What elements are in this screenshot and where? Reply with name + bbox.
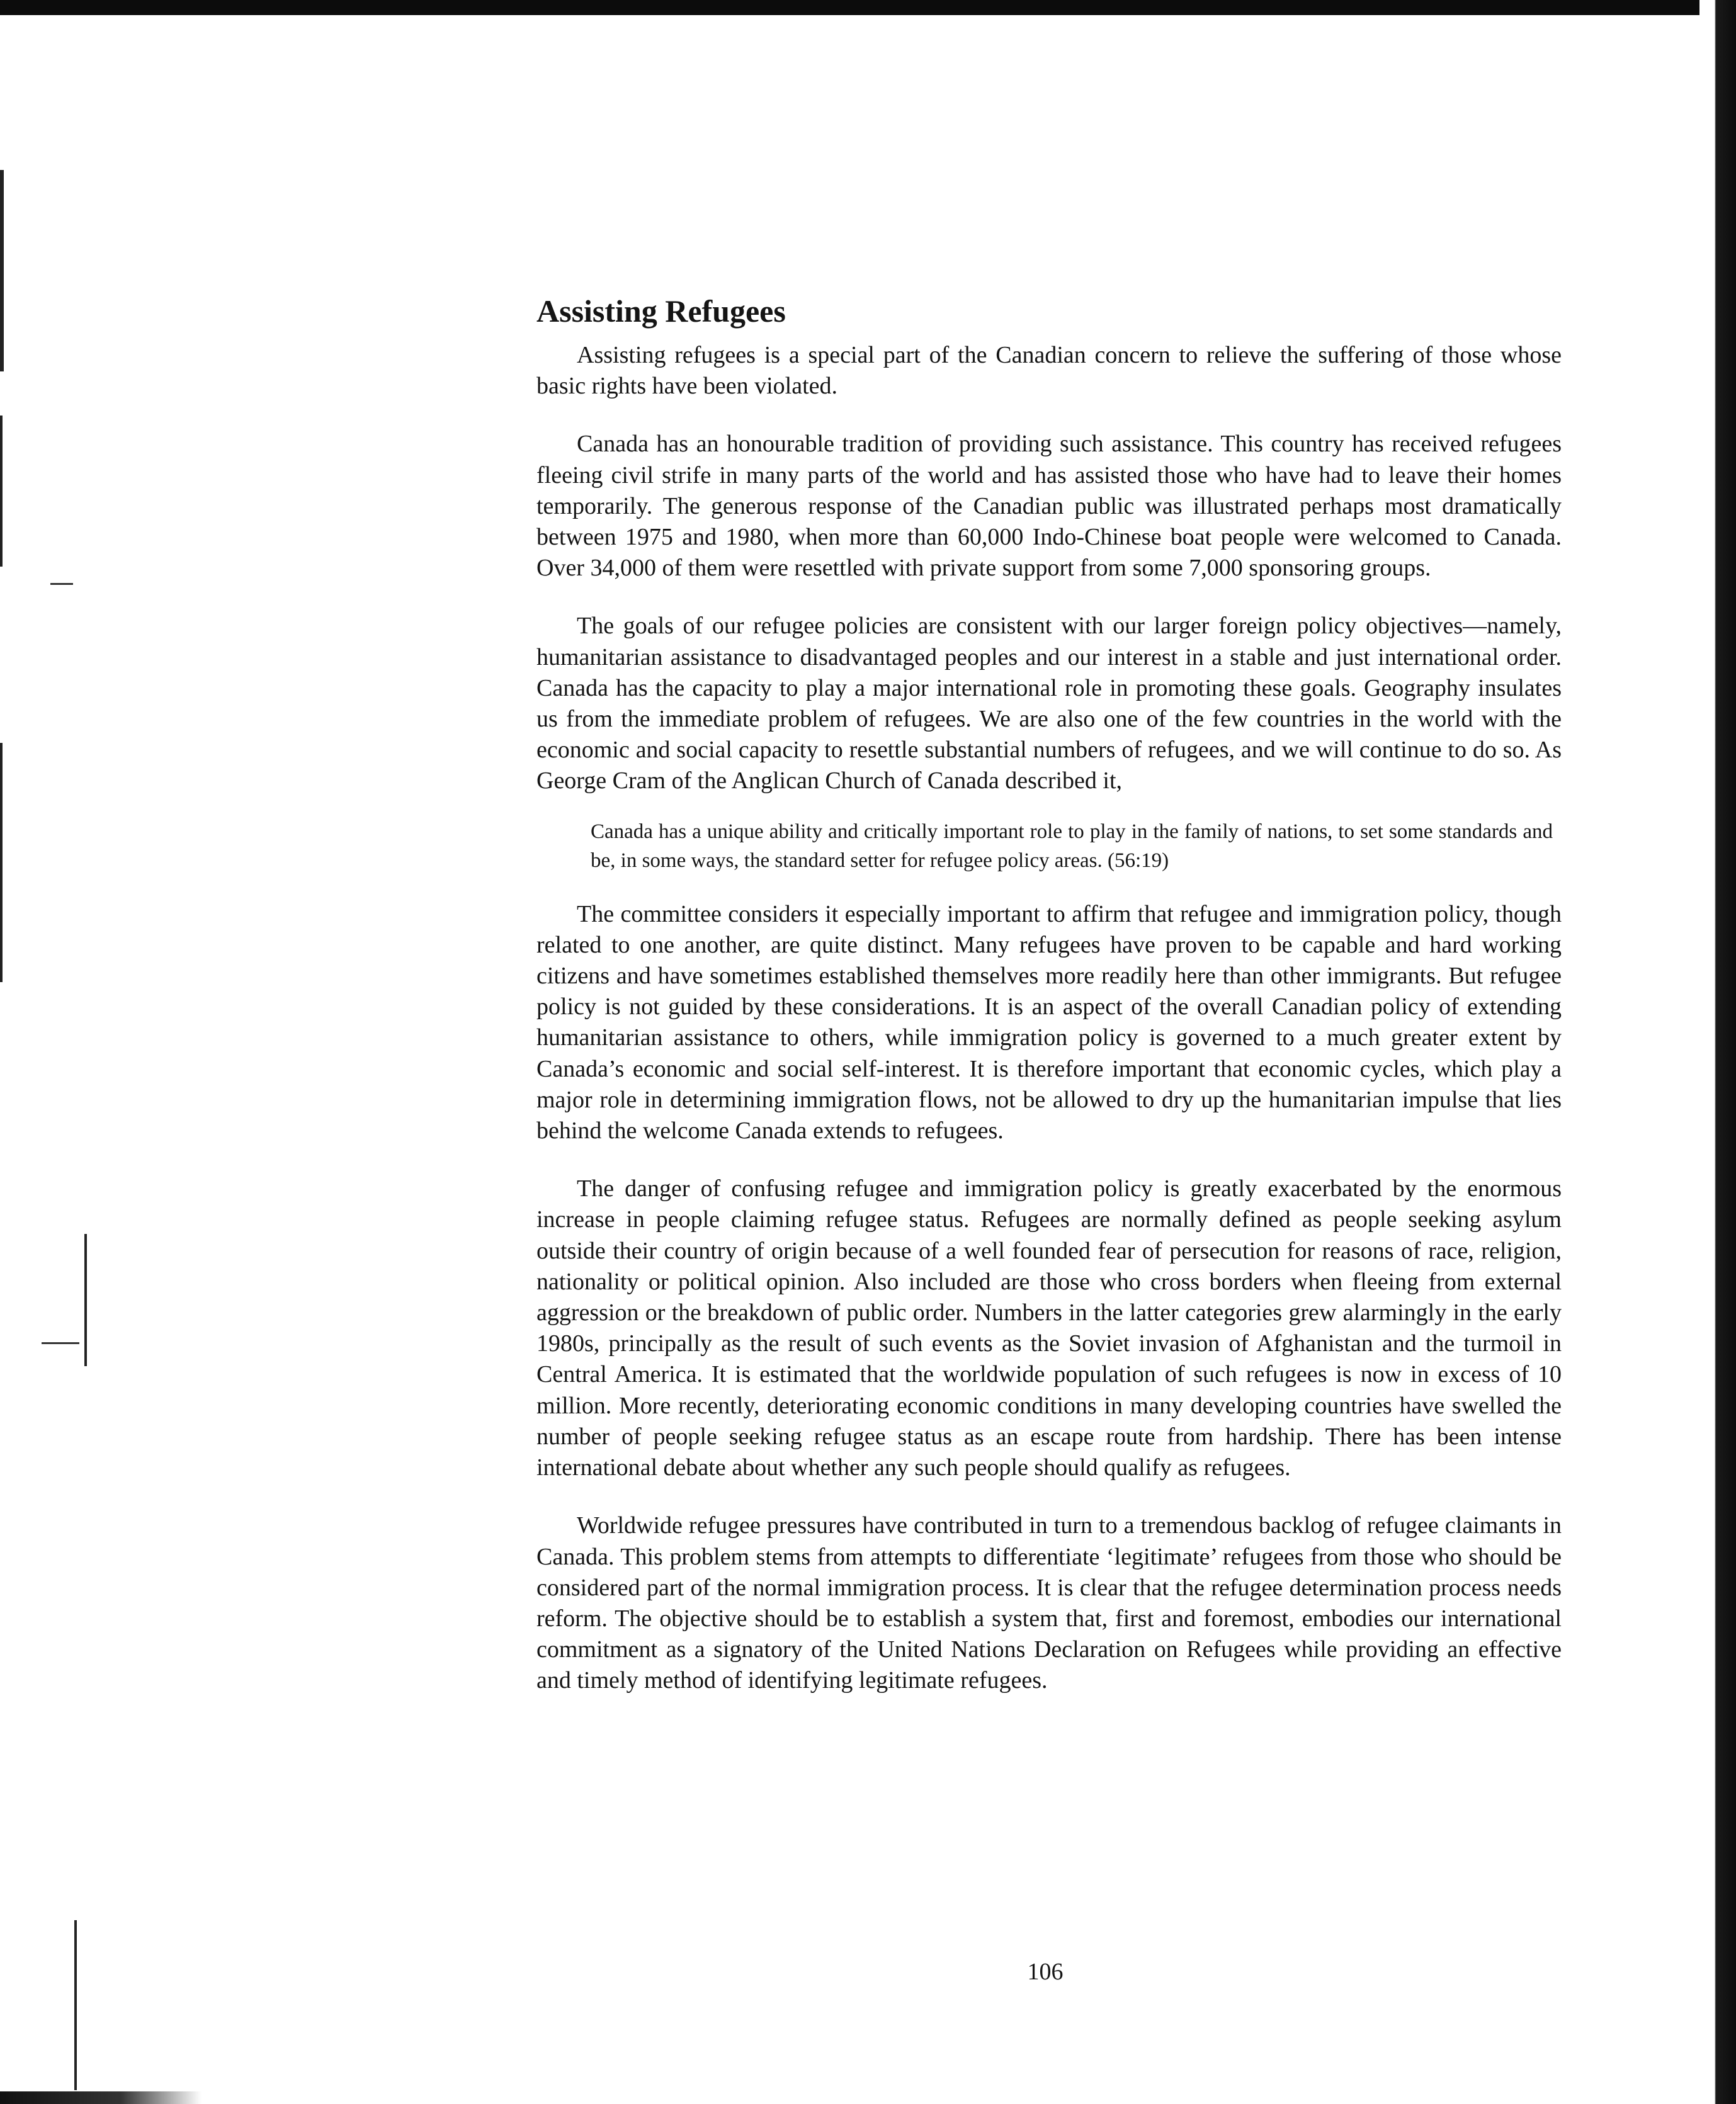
paragraph-distinct-policy: The committee considers it especially important to affirm that refugee and immigration policy, though related to one another, are quite distinct. Many refugees have proven to be capable and hard working citizens and have sometimes established themselves more readily here than other immigrants. But refugee policy is not guided by these considerations. It is an aspect of the overall Canadian policy of extending humanitarian assistance to others, while immigration policy is governed to a much greater extent by Canada’s economic and social self-interest. It is therefore important that economic cycles, which play a major role in determining immigration flows, not be allowed to dry up the humanitarian impulse that lies behind the welcome Canada extends to refugees. [536,900,1562,1145]
section-heading: Assisting Refugees [536,293,786,329]
paragraph-danger: The danger of confusing refugee and immigration policy is greatly exacerbated by the enormous increase in people claiming refugee status. Refugees are normally defined as people seeking asylum outside their country of origin because of a well founded fear of persecution for reasons of race, religion, nationality or political opinion. Also included are those who cross borders when fleeing from external aggression or the breakdown of public order. Numbers in the latter categories grew alarmingly in the early 1980s, principally as the result of such events as the Soviet invasion of Afghanistan and the turmoil in Central America. It is estimated that the worldwide population of such refugees is now in excess of 10 million. More recently, deteriorating economic conditions in many developing countries have swelled the number of people seeking refugee status as an escape route from hardship. There has been intense international debate about whether any such people should qualify as refugees. [536,1175,1562,1481]
scan-edge-bottom [0,2091,201,2104]
block-quote: Canada has a unique ability and critically important role to play in the family of nations, to set some standards and be, in some ways, the standard setter for refugee policy areas. (56:19) [591,820,1553,872]
page-number: 106 [1027,1959,1064,1985]
paragraph-goals: The goals of our refugee policies are consistent with our larger foreign policy objectives—namely, humanitarian assistance to disadvantaged peoples and our interest in a stable and just international order. Canada has the capacity to play a major international role in promoting these goals. Geography insulates us from the immediate problem of refugees. We are also one of the few countries in the world with the economic and social capacity to resettle substantial numbers of refugees, and we will continue to do so. As George Cram of the Anglican Church of Canada described it, [536,613,1562,795]
scan-edge-top [0,0,1736,15]
scan-binding-mark [0,743,3,982]
document-page [536,291,1562,1724]
paragraph-intro: Assisting refugees is a special part of the Canadian concern to relieve the suffering of those whose basic rights have been violated. [536,342,1562,400]
scan-binding-mark [0,170,4,371]
paragraph-backlog: Worldwide refugee pressures have contributed in turn to a tremendous backlog of refugee claimants in Canada. This problem stems from attempts to differentiate ‘legitimate’ refugees from those who should be considered part of the normal immigration process. It is clear that the refugee determination process needs reform. The objective should be to establish a system that, first and foremost, embodies our international commitment as a signatory of the United Nations Declaration on Refugees while providing an effective and timely method of identifying legitimate refugees. [536,1512,1562,1694]
scan-dash [42,1342,79,1344]
scan-binding-mark [84,1234,87,1366]
scan-binding-mark [74,1920,77,2090]
scan-binding-mark [0,416,3,567]
scan-dash [50,583,73,585]
paragraph-tradition: Canada has an honourable tradition of providing such assistance. This country has received refugees fleeing civil strife in many parts of the world and has assisted those who have had to leave their homes temporarily. The generous response of the Canadian public was illustrated perhaps most dramatically between 1975 and 1980, when more than 60,000 Indo-Chinese boat people were welcomed to Canada. Over 34,000 of them were resettled with private support from some 7,000 sponsoring groups. [536,431,1562,582]
scan-edge-right [1699,0,1736,2104]
